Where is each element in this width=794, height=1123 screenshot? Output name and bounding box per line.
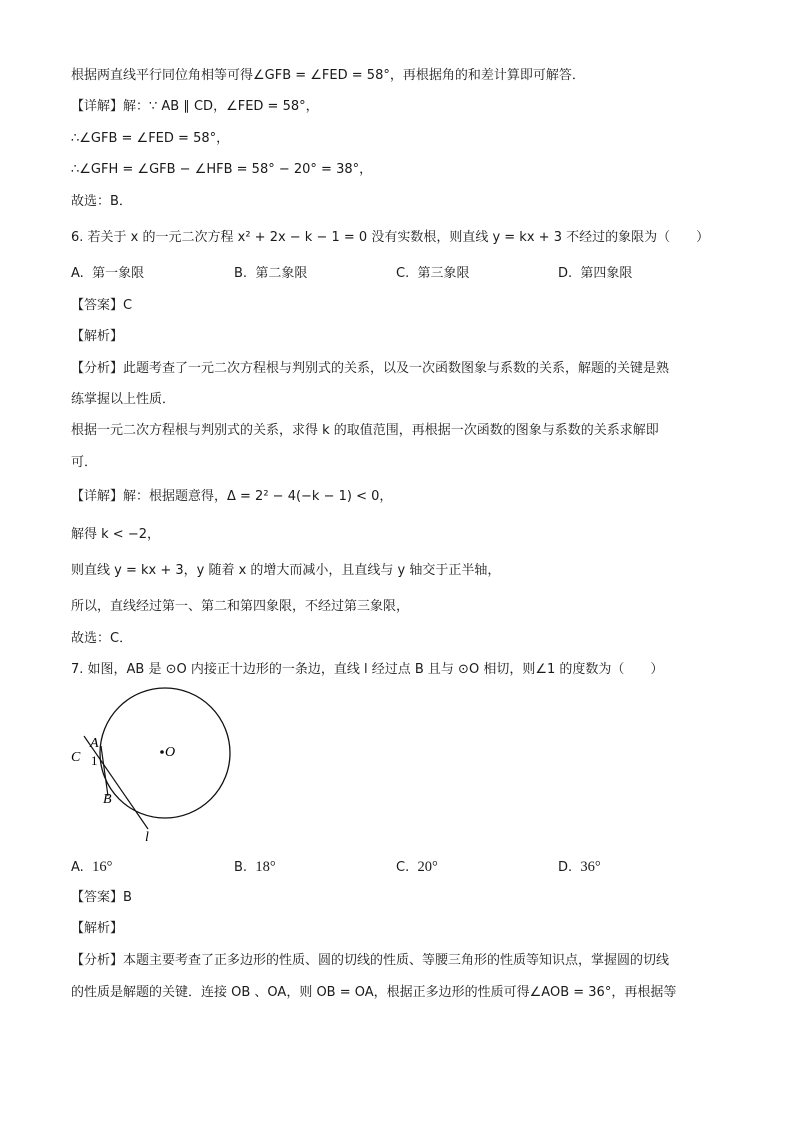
jiexi-label: 【解析】 <box>71 921 124 936</box>
option-text: 20° <box>417 859 438 875</box>
q7-option-d <box>558 857 601 878</box>
option-letter: B. <box>234 266 248 281</box>
option-letter: A. <box>71 860 84 875</box>
q6-option-c <box>396 264 470 284</box>
q7-option-c <box>396 857 438 878</box>
option-letter: C. <box>396 860 410 875</box>
option-text: 18° <box>255 859 276 875</box>
label-l: l <box>145 830 149 845</box>
analysis-line: 【分析】此题考查了一元二次方程根与判别式的关系，以及一次函数图象与系数的关系，解题的关键是熟 <box>71 361 670 376</box>
analysis-line: 练掌握以上性质． <box>71 392 176 407</box>
q6-option-a <box>71 264 144 284</box>
choice-line: 故选：B． <box>71 194 132 209</box>
jiexi-label: 【解析】 <box>71 329 124 344</box>
option-text: 第四象限 <box>580 266 633 281</box>
option-text: 36° <box>580 859 601 875</box>
answer-label: 【答案】B <box>71 890 132 905</box>
circle-tangent-figure <box>66 686 256 846</box>
analysis-line: 【分析】本题主要考查了正多边形的性质、圆的切线的性质、等腰三角形的性质等知识点，掌握圆的切线 <box>71 953 670 968</box>
option-text: 第二象限 <box>255 266 308 281</box>
q7-option-a <box>71 857 112 878</box>
option-letter: D. <box>558 860 573 875</box>
label-a: A <box>90 736 99 751</box>
question-6: 6. 若关于 x 的一元二次方程 x² + 2x − k − 1 = 0 没有实数根，则直线 y = kx + 3 不经过的象限为（ ） <box>71 230 710 245</box>
detail-line: 【详解】解：根据题意得，Δ = 2² − 4(−k − 1) < 0， <box>71 489 393 504</box>
detail-line: 所以，直线经过第一、第二和第四象限，不经过第三象限， <box>71 599 410 614</box>
option-text: 第三象限 <box>417 266 470 281</box>
analysis-line: 的性质是解题的关键．连接 OB 、OA，则 OB = OA，根据正多边形的性质可得∠AOB = 36°，再根据等 <box>71 985 677 1000</box>
label-angle-1: 1 <box>91 753 98 768</box>
detail-line: 解得 k < −2， <box>71 527 160 542</box>
label-o: O <box>165 745 176 760</box>
option-letter: D. <box>558 266 573 281</box>
center-point-o <box>160 750 164 754</box>
text-line: ∴∠GFH = ∠GFB − ∠HFB = 58° − 20° = 38°， <box>71 162 373 177</box>
choice-line: 故选：C． <box>71 631 133 646</box>
text-line: 根据两直线平行同位角相等可得∠GFB = ∠FED = 58°，再根据角的和差计算即可解答． <box>71 68 585 83</box>
q7-option-b <box>234 857 276 878</box>
answer-label: 【答案】C <box>71 298 133 313</box>
option-text: 第一象限 <box>92 266 145 281</box>
analysis-line: 可． <box>71 455 98 470</box>
label-b: B <box>103 792 112 807</box>
q6-option-d <box>558 264 632 284</box>
question-7: 7. 如图，AB 是 ⊙O 内接正十边形的一条边，直线 l 经过点 B 且与 ⊙O 相切，则∠1 的度数为（ ） <box>71 662 664 677</box>
option-text: 16° <box>92 859 113 875</box>
detail-line: 则直线 y = kx + 3，y 随着 x 的增大而减小，且直线与 y 轴交于正半轴， <box>71 563 501 578</box>
detail-line: 【详解】解：∵ AB ∥ CD，∠FED = 58°， <box>71 99 319 114</box>
label-c: C <box>71 750 81 765</box>
text-line: ∴∠GFB = ∠FED = 58°， <box>71 131 230 146</box>
option-letter: A. <box>71 266 84 281</box>
option-letter: B. <box>234 860 248 875</box>
option-letter: C. <box>396 266 410 281</box>
q6-option-b <box>234 264 307 284</box>
analysis-line: 根据一元二次方程根与判别式的关系，求得 k 的取值范围，再根据一次函数的图象与系数的关系求解即 <box>71 423 659 438</box>
